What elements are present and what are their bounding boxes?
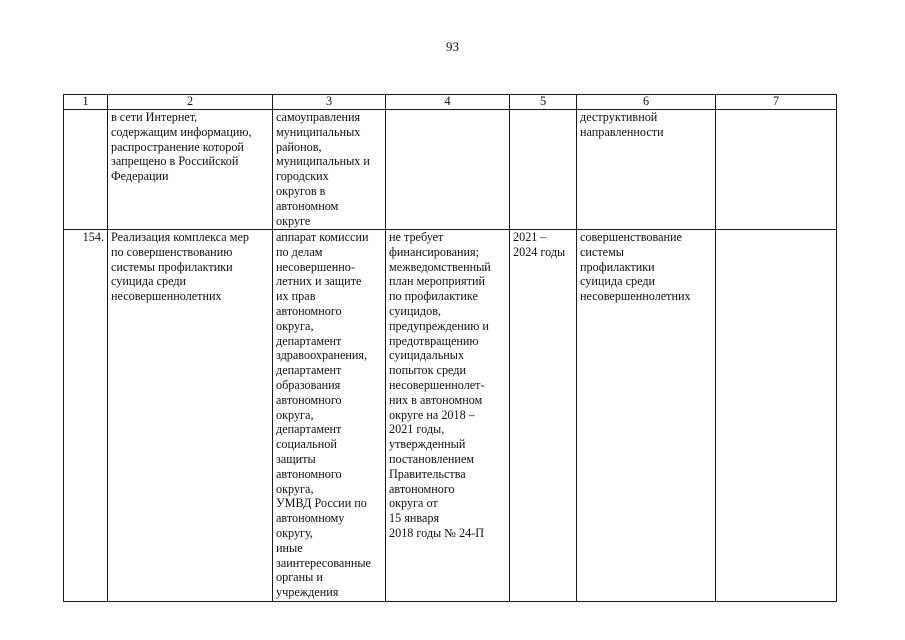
column-header-6: 6 <box>577 95 716 110</box>
executors-cell: аппарат комиссии по делам несовершенно- летних и защите их прав автономного округа, департамент здравоохранения, департамент образования автономного округа, департамент социальной защиты автономного округа, УМВД России по автономному округу, иные заинтересованные органы и учреждения <box>273 230 386 602</box>
table-row <box>64 230 837 602</box>
result-cell: деструктивной направленности <box>577 110 716 230</box>
column-header-7: 7 <box>716 95 837 110</box>
financing-cell: не требует финансирования; межведомственный план мероприятий по профилактике суицидов, предупреждению и предотвращению суицидальных попыток среди несовершеннолет- них в автономном округе на 2018 – 2021 годы, утвержденный постановлением Правительства автономного округа от 15 января 2018 годы № 24-П <box>386 230 510 602</box>
column-header-3: 3 <box>273 95 386 110</box>
financing-cell <box>386 110 510 230</box>
note-cell <box>716 110 837 230</box>
row-number: 154. <box>64 230 108 602</box>
measure-cell: в сети Интернет, содержащим информацию, распространение которой запрещено в Российской Федерации <box>108 110 273 230</box>
measures-table <box>63 94 837 602</box>
column-header-2: 2 <box>108 95 273 110</box>
result-cell: совершенствование системы профилактики суицида среди несовершеннолетних <box>577 230 716 602</box>
column-header-1: 1 <box>64 95 108 110</box>
column-header-row <box>64 95 837 110</box>
row-number <box>64 110 108 230</box>
note-cell <box>716 230 837 602</box>
executors-cell: самоуправления муниципальных районов, муниципальных и городских округов в автономном округе <box>273 110 386 230</box>
period-cell <box>510 110 577 230</box>
column-header-4: 4 <box>386 95 510 110</box>
period-cell: 2021 – 2024 годы <box>510 230 577 602</box>
column-header-5: 5 <box>510 95 577 110</box>
page-number: 93 <box>446 39 459 54</box>
table-row <box>64 110 837 230</box>
measure-cell: Реализация комплекса мер по совершенствованию системы профилактики суицида среди несовершеннолетних <box>108 230 273 602</box>
